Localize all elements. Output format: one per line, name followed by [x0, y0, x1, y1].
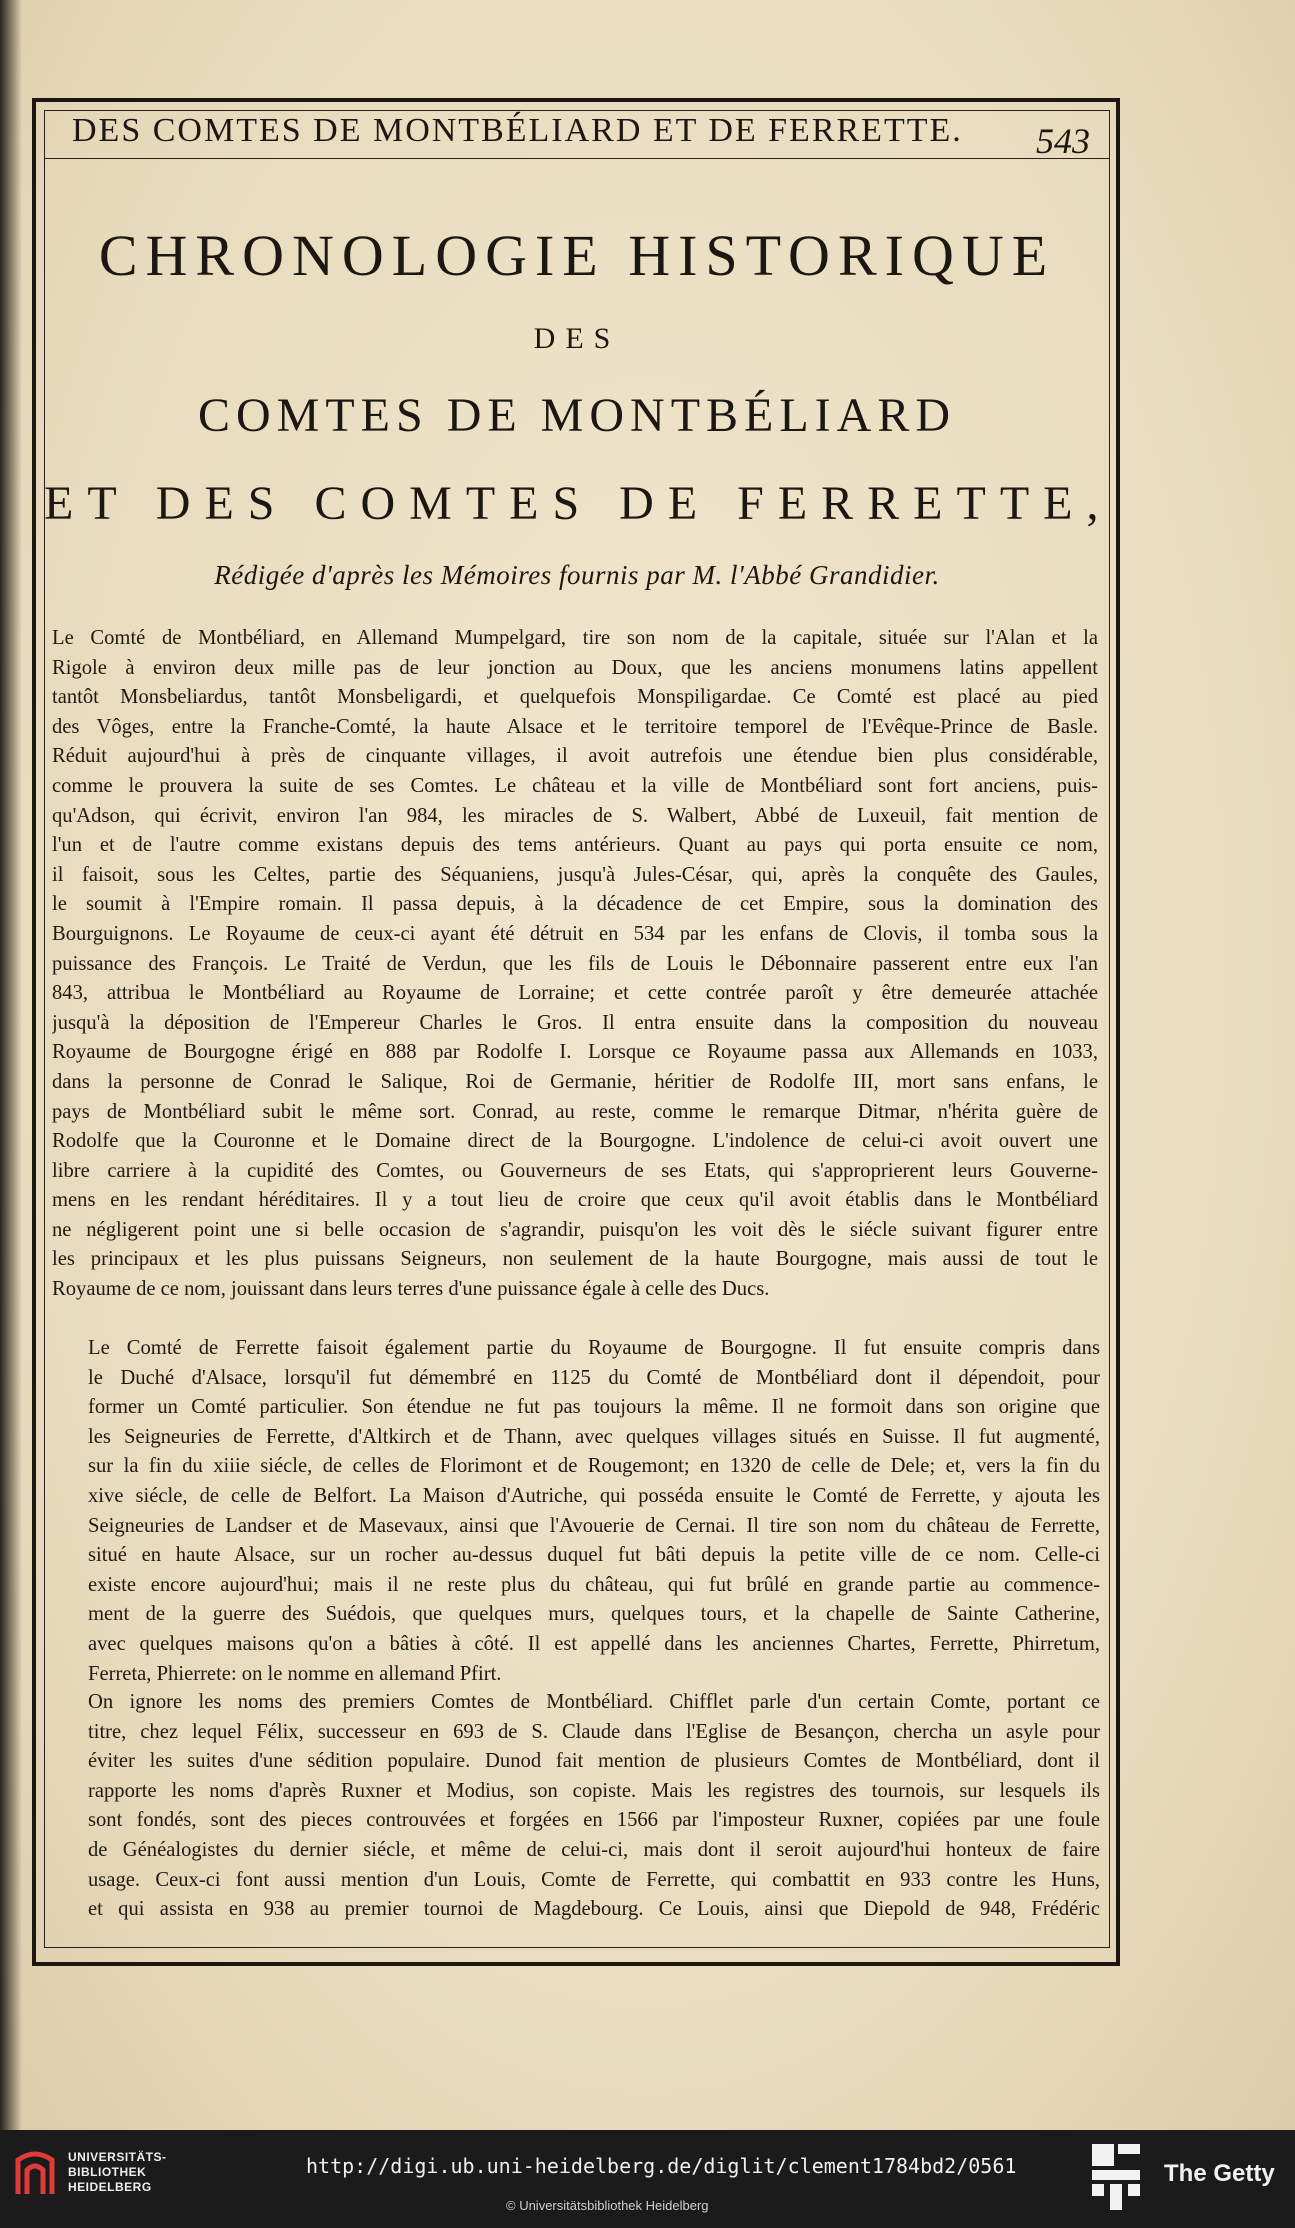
text-line: Ferreta, Phierrete: on le nomme en allemand Pfirt.: [88, 1662, 502, 1685]
text-line: mens en les rendant héréditaires. Il y a tout lieu de croire que ceux qu'il avoit établis dans le Montbéliard: [52, 1189, 1098, 1212]
text-line: des Vôges, entre la Franche-Comté, la haute Alsace et le territoire temporel de l'Evêque-Prince de Basle.: [52, 715, 1098, 738]
text-line: jusqu'à la déposition de l'Empereur Charles le Gros. Il entra ensuite dans la composition du nouveau: [52, 1011, 1098, 1034]
text-line: existe encore aujourd'hui; mais il ne reste plus du château, qui fut brûlé en grande partie au commence-: [88, 1573, 1100, 1596]
getty-logo-icon[interactable]: [1090, 2142, 1142, 2212]
text-line: avec quelques maisons qu'on a bâties à côté. Il est appellé dans les anciennes Chartes, Ferrette, Phirretum,: [88, 1632, 1100, 1655]
permalink-url[interactable]: http://digi.ub.uni-heidelberg.de/diglit/clement1784bd2/0561: [306, 2154, 1017, 2178]
text-line: de Généalogistes du dernier siécle, et même de celui-ci, mais dont il seroit aujourd'hui honteux de faire: [88, 1838, 1100, 1861]
text-line: rapporte les noms d'après Ruxner et Modius, son copiste. Mais les registres des tournois, sur lesquels ils: [88, 1779, 1100, 1802]
paragraph-ferrette: [88, 1334, 1100, 1689]
text-line: Le Comté de Ferrette faisoit également partie du Royaume de Bourgogne. Il fut ensuite compris dans: [88, 1337, 1100, 1359]
text-line: Bourguignons. Le Royaume de ceux-ci ayant été détruit en 534 par les enfans de Clovis, il tomba sous la: [52, 922, 1098, 945]
text-line: libre carriere à la cupidité des Comtes, ou Gouverneurs de ses Etats, qui s'approprierent leurs Gouverne-: [52, 1159, 1098, 1182]
text-line: tantôt Monsbeliardus, tantôt Monsbeligardi, et quelquefois Monspiligardae. Ce Comté est placé au pied: [52, 686, 1098, 709]
title-line-1: CHRONOLOGIE HISTORIQUE: [98, 223, 1056, 288]
text-line: il faisoit, sous les Celtes, partie des Séquaniens, jusqu'à Jules-César, qui, après la conquête des Gaules,: [52, 863, 1098, 886]
text-line: le soumit à l'Empire romain. Il passa depuis, à la décadence de cet Empire, sous la domination des: [52, 893, 1098, 916]
binding-shadow: [0, 0, 22, 2130]
text-line: et qui assista en 938 au premier tournoi de Magdebourg. Ce Louis, ainsi que Diepold de 948, Frédéric: [88, 1898, 1100, 1921]
title-line-4: ET DES COMTES DE FERRETTE,: [44, 477, 1113, 530]
text-line: ne négligerent point une si belle occasion de s'agrandir, puisqu'on les voit dès le siécle suivant figurer entre: [52, 1218, 1098, 1241]
text-line: Royaume de Bourgogne érigé en 888 par Rodolfe I. Lorsque ce Royaume passa aux Allemands en 1033,: [52, 1041, 1098, 1064]
text-line: qu'Adson, qui écrivit, environ l'an 984, les miracles de S. Walbert, Abbé de Luxeuil, fait mention de: [52, 804, 1098, 827]
text-line: 843, attribua le Montbéliard au Royaume de Lorraine; et cette contrée paroît y être demeurée attachée: [52, 982, 1098, 1005]
text-line: titre, chez lequel Félix, successeur en 693 de S. Claude dans l'Eglise de Besançon, chercha un asyle pour: [88, 1720, 1100, 1743]
library-name-line: BIBLIOTHEK: [68, 2165, 147, 2179]
copyright-notice: © Universitätsbibliothek Heidelberg: [506, 2198, 709, 2213]
title-line-3: COMTES DE MONTBÉLIARD: [198, 389, 956, 442]
text-line: Rigole à environ deux mille pas de leur jonction au Doux, que les anciens monumens latins appellent: [52, 656, 1098, 679]
viewer-footer: [0, 2130, 1295, 2228]
paragraph-montbeliard: [52, 624, 1098, 1305]
text-line: xive siécle, de celle de Belfort. La Maison d'Autriche, qui posséda ensuite le Comté de Ferrette, y ajouta les: [88, 1484, 1100, 1507]
text-line: Rodolfe que la Couronne et le Domaine direct de la Bourgogne. L'indolence de celui-ci avoit ouvert une: [52, 1130, 1098, 1153]
running-head: DES COMTES DE MONTBÉLIARD ET DE FERRETTE.: [72, 112, 963, 149]
library-name-line: UNIVERSITÄTS-: [68, 2150, 167, 2164]
library-name-line: HEIDELBERG: [68, 2180, 152, 2194]
text-line: Seigneuries de Landser et de Masevaux, ainsi que l'Avouerie de Cernai. Il tire son nom du château de Ferrette,: [88, 1514, 1100, 1537]
running-head-rule: [44, 158, 1110, 159]
text-line: Royaume de ce nom, jouissant dans leurs terres d'une puissance égale à celle des Ducs.: [52, 1278, 770, 1301]
text-line: former un Comté particulier. Son étendue ne fut pas toujours la même. Il ne formoit dans son origine que: [88, 1396, 1100, 1419]
text-line: Réduit aujourd'hui à près de cinquante villages, il avoit autrefois une étendue bien plus considérable,: [52, 745, 1098, 768]
library-name[interactable]: [68, 2150, 167, 2195]
text-line: On ignore les noms des premiers Comtes de Montbéliard. Chifflet parle d'un certain Comte, portant ce: [88, 1691, 1100, 1713]
text-line: Le Comté de Montbéliard, en Allemand Mumpelgard, tire son nom de la capitale, située sur l'Alan et la: [52, 627, 1098, 649]
text-line: puissance des François. Le Traité de Verdun, que les fils de Louis le Débonnaire passerent entre eux l'an: [52, 952, 1098, 975]
page-number: 543: [1036, 121, 1090, 161]
text-line: les Seigneuries de Ferrette, d'Altkirch et de Thann, avec quelques villages situés en Suisse. Il fut augmenté,: [88, 1425, 1100, 1448]
subtitle: Rédigée d'après les Mémoires fournis par M. l'Abbé Grandidier.: [214, 560, 940, 590]
text-line: usage. Ceux-ci font aussi mention d'un Louis, Comte de Ferrette, qui combattit en 933 contre les Huns,: [88, 1868, 1100, 1891]
text-line: sur la fin du xiiie siécle, de celles de Florimont et de Rougemont; en 1320 de celle de Dele; et, vers la fin du: [88, 1455, 1100, 1478]
university-library-logo-icon: [14, 2150, 56, 2196]
paragraph-first-counts: [88, 1688, 1100, 1925]
text-line: situé en haute Alsace, sur un rocher au-dessus duquel fut bâti depuis la petite ville de ce nom. Celle-ci: [88, 1544, 1100, 1567]
text-line: comme le prouvera la suite de ses Comtes. Le château et la ville de Montbéliard sont fort anciens, puis-: [52, 774, 1098, 797]
text-line: le Duché d'Alsace, lorsqu'il fut démembré en 1125 du Comté de Montbéliard dont il dépendoit, pour: [88, 1366, 1100, 1389]
partner-name[interactable]: The Getty: [1164, 2160, 1275, 2187]
text-line: les principaux et les plus puissans Seigneurs, non seulement de la haute Bourgogne, mais aussi de tout le: [52, 1248, 1098, 1271]
text-line: l'un et de l'autre comme existans depuis des tems antérieurs. Quant au pays qui porta ensuite ce nom,: [52, 834, 1098, 857]
text-line: dans la personne de Conrad le Salique, Roi de Germanie, héritier de Rodolfe III, mort sans enfans, le: [52, 1070, 1098, 1093]
text-line: pays de Montbéliard subit le même sort. Conrad, au reste, comme le remarque Ditmar, n'hérita guère de: [52, 1100, 1098, 1123]
text-line: éviter les suites d'une sédition populaire. Dunod fait mention de plusieurs Comtes de Montbéliard, dont il: [88, 1750, 1100, 1773]
title-line-2: DES: [533, 322, 621, 355]
text-line: ment de la guerre des Suédois, que quelques murs, quelques tours, et la chapelle de Sainte Catherine,: [88, 1603, 1100, 1626]
text-line: sont fondés, sont des pieces controuvées et forgées en 1566 par l'imposteur Ruxner, copiées par une foule: [88, 1809, 1100, 1832]
